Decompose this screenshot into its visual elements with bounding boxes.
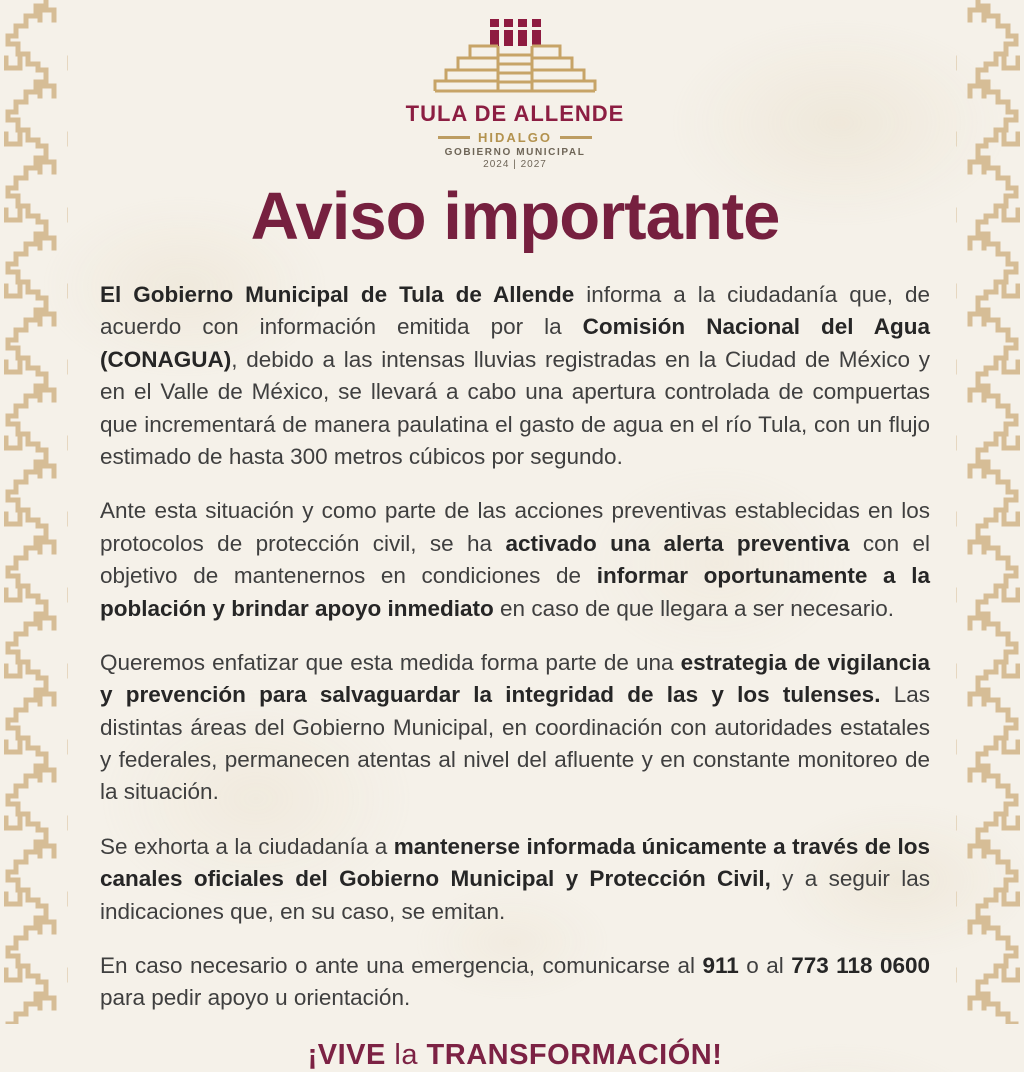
paragraph <box>100 647 930 809</box>
notice-body <box>100 279 930 1037</box>
body-text: y a seguir las indicaciones que, en su caso, se emitan. <box>100 866 931 924</box>
body-text: Se exhorta a la ciudadanía a <box>100 833 394 859</box>
rule-right <box>560 136 592 139</box>
body-text: con el objetivo de mantenernos en condiciones de <box>100 530 930 589</box>
logo-period: 2024 | 2027 <box>483 159 547 170</box>
notice-poster <box>100 0 931 1071</box>
greca-border-right-icon <box>934 0 1024 1024</box>
emphasis-text: activado una alerta preventiva <box>505 530 850 556</box>
body-text: Queremos enfatizar que esta medida forma parte de una <box>100 649 681 675</box>
body-text: Las distintas áreas del Gobierno Municipal, en coordinación con autoridades estatales y federales, permanecen atentas al nivel del afluente y en constante monitoreo de la situación. <box>100 682 930 805</box>
body-text: , debido a las intensas lluvias registradas en la Ciudad de México y en el Valle de México, se llevará a cabo una apertura controlada de compuertas que incrementará de manera paulatina el gasto de agua en el río Tula, con un flujo estimado de hasta 300 metros cúbicos por segundo. <box>100 346 930 469</box>
emphasis-text: mantenerse informada únicamente a través de los canales oficiales del Gobierno Municipal y Protección Civil, <box>100 833 930 892</box>
emphasis-text: El Gobierno Municipal de Tula de Allende <box>100 282 575 307</box>
tula-pyramid-icon <box>430 14 600 96</box>
logo-state: HIDALGO <box>478 130 552 145</box>
rule-left <box>438 136 470 139</box>
logo-name: TULA DE ALLENDE <box>405 101 625 126</box>
paragraph <box>100 831 930 928</box>
emphasis-text: TRANSFORMACIÓN! <box>426 1038 723 1071</box>
emphasis-text: informar oportunamente a la población y brindar apoyo inmediato <box>100 563 930 621</box>
body-text: informa a la ciudadanía que, de acuerdo con información emitida por la <box>100 282 930 340</box>
logo-government: GOBIERNO MUNICIPAL <box>444 147 586 158</box>
body-text: la <box>385 1038 427 1071</box>
logo-state-row <box>438 130 592 145</box>
body-text: o al <box>738 953 792 979</box>
emphasis-text: ¡VIVE <box>307 1038 386 1071</box>
paragraph <box>100 950 930 1015</box>
body-text: Ante esta situación y como parte de las acciones preventivas establecidas en los protocolos de protección civil, se ha <box>100 498 930 556</box>
greca-border-left-icon <box>0 0 90 1024</box>
municipal-logo <box>100 14 930 170</box>
paragraph <box>100 495 930 625</box>
paragraph <box>100 279 930 473</box>
body-text: En caso necesario o ante una emergencia, comunicarse al <box>100 953 703 979</box>
emphasis-text: 911 <box>702 953 739 979</box>
slogan <box>100 1039 930 1072</box>
body-text: para pedir apoyo u orientación. <box>100 985 411 1011</box>
page-title: Aviso importante <box>250 179 780 254</box>
body-text: en caso de que llegara a ser necesario. <box>493 595 895 621</box>
emphasis-text: Comisión Nacional del Agua (CONAGUA) <box>100 314 930 372</box>
emphasis-text: estrategia de vigilancia y prevención para salvaguardar la integridad de las y los tulenses. <box>100 649 930 708</box>
emphasis-text: 773 118 0600 <box>791 953 930 979</box>
